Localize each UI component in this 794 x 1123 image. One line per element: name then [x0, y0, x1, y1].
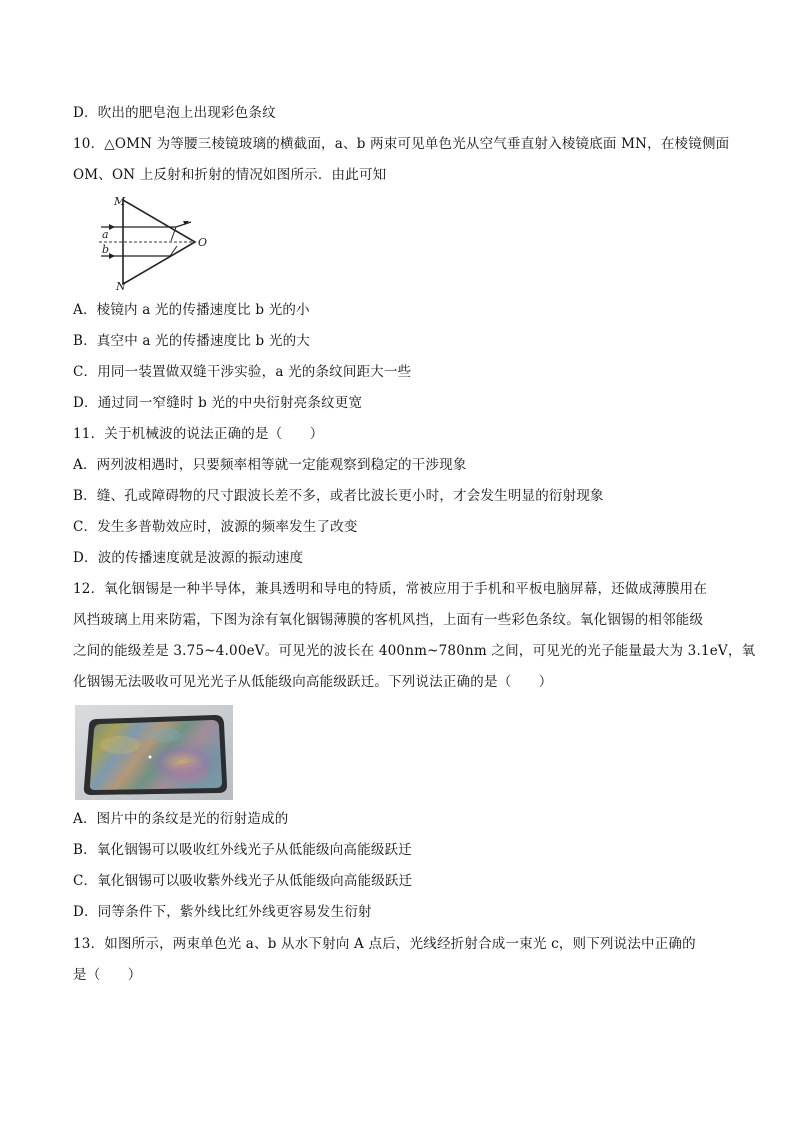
q11-option-c: C．发生多普勒效应时，波源的频率发生了改变: [73, 519, 358, 535]
q10-stem-line2: OM、ON 上反射和折射的情况如图所示．由此可知: [73, 167, 387, 183]
label-n: N: [116, 280, 126, 290]
q11-option-a: A．两列波相遇时，只要频率相等就一定能观察到稳定的干涉现象: [73, 457, 467, 473]
label-o: O: [198, 236, 208, 249]
q13-stem-line2: 是（ ）: [73, 967, 142, 983]
q10-option-c: C．用同一装置做双缝干涉实验，a 光的条纹间距大一些: [73, 364, 412, 380]
q12-option-c: C．氧化铟锡可以吸收紫外线光子从低能级向高能级跃迁: [73, 873, 413, 889]
label-a: a: [102, 228, 109, 241]
q11-option-b: B．缝、孔或障碍物的尺寸跟波长差不多，或者比波长更小时，才会发生明显的衍射现象: [73, 488, 604, 504]
q12-option-d: D．同等条件下，紫外线比红外线更容易发生衍射: [73, 904, 372, 920]
windshield-photo: [75, 705, 233, 800]
q12-option-a: A．图片中的条纹是光的衍射造成的: [73, 811, 289, 827]
q12-stem-line1: 12．氧化铟锡是一种半导体，兼具透明和导电的特质，常被应用于手机和平板电脑屏幕，还做成薄膜用在: [73, 581, 708, 597]
q12-stem-line2: 风挡玻璃上用来防霜，下图为涂有氧化铟锡薄膜的客机风挡，上面有一些彩色条纹。氧化铟锡的相邻能级: [73, 612, 704, 628]
label-b: b: [102, 243, 110, 256]
q11-option-d: D．波的传播速度就是波源的振动速度: [73, 550, 304, 566]
q9-option-d: D．吹出的肥皂泡上出现彩色条纹: [73, 105, 276, 121]
q11-stem: 11．关于机械波的说法正确的是（ ）: [73, 426, 324, 442]
q12-stem-line3: 之间的能级差是 3.75~4.00eV。可见光的波长在 400nm~780nm 之间，可见光的光子能量最大为 3.1eV，氧: [73, 643, 756, 659]
q12-stem-line4: 化铟锡无法吸收可见光光子从低能级向高能级跃迁。下列说法正确的是（ ）: [73, 674, 553, 690]
q13-stem-line1: 13．如图所示，两束单色光 a、b 从水下射向 A 点后，光线经折射合成一束光 c，则下列说法中正确的: [73, 936, 696, 952]
label-m: M: [114, 195, 126, 208]
q10-option-b: B．真空中 a 光的传播速度比 b 光的大: [73, 333, 310, 349]
q10-stem-line1: 10．△OMN 为等腰三棱镜玻璃的横截面，a、b 两束可见单色光从空气垂直射入棱镜底面 MN，在棱镜侧面: [73, 136, 730, 152]
q10-option-d: D．通过同一窄缝时 b 光的中央衍射亮条纹更宽: [73, 395, 363, 411]
q12-option-b: B．氧化铟锡可以吸收红外线光子从低能级向高能级跃迁: [73, 842, 412, 858]
prism-diagram: [95, 194, 220, 290]
q10-option-a: A．棱镜内 a 光的传播速度比 b 光的小: [73, 302, 310, 318]
